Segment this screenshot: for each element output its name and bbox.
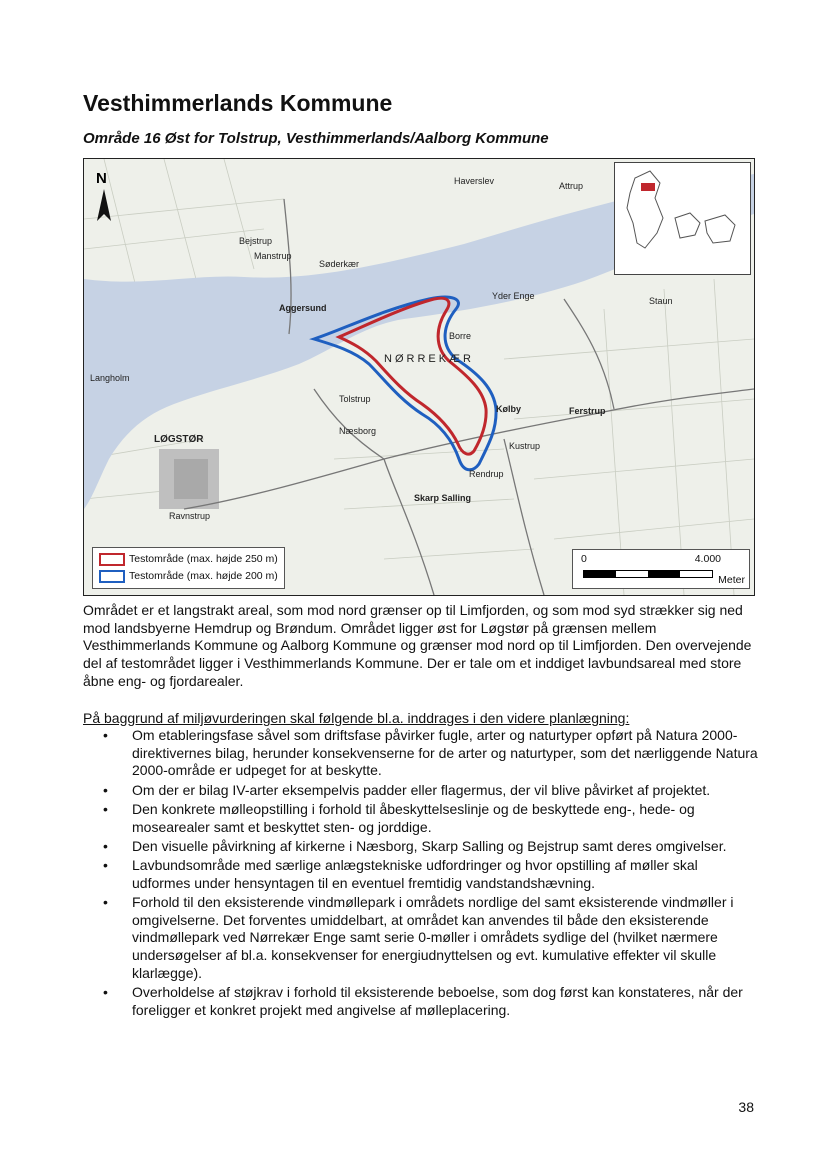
area-map (83, 158, 755, 596)
legend-label-200m: Testområde (max. højde 200 m) (129, 570, 278, 582)
logstor-center (174, 459, 208, 499)
list-item: • Den konkrete mølleopstilling i forhold til åbeskyttelseslinje og de beskyttede eng-, hede- og mosearealer samt et beskyttet sten- og jorddige. (83, 801, 759, 836)
consideration-list (83, 727, 759, 1021)
legend-swatch-blue (99, 570, 125, 583)
label-naesborg: Næsborg (339, 426, 377, 436)
legend-label-250m: Testområde (max. højde 250 m) (129, 553, 278, 565)
scale-max-label: 4.000 (694, 553, 721, 565)
north-label: N (96, 170, 107, 187)
label-soderkaer: Søderkær (319, 259, 360, 269)
scale-min-label: 0 (581, 553, 587, 565)
section-heading: På baggrund af miljøvurderingen skal følgende bl.a. inddrages i den videre planlægning: (83, 710, 630, 726)
label-kustrup: Kustrup (509, 441, 541, 451)
label-staun: Staun (649, 296, 673, 306)
label-bejstrup: Bejstrup (239, 236, 273, 246)
label-tolstrup: Tolstrup (339, 394, 371, 404)
page-subtitle: Område 16 Øst for Tolstrup, Vesthimmerlands/Aalborg Kommune (83, 130, 549, 147)
label-rendrup: Rendrup (469, 469, 504, 479)
label-norrekaer: NØRREKÆR (384, 353, 475, 365)
legend-item-250m (99, 551, 278, 568)
list-item: • Overholdelse af støjkrav i forhold til eksisterende beboelse, som dog først kan konstateres, når der foreligger et konkret projekt med angivelse af mølleplacering. (83, 984, 759, 1019)
label-haverslev: Haverslev (454, 176, 495, 186)
page-title: Vesthimmerlands Kommune (83, 90, 393, 116)
label-logstor: LØGSTØR (154, 434, 204, 445)
scale-unit-label: Meter (718, 574, 745, 586)
map-scale-bar (572, 549, 750, 589)
label-aggersund: Aggersund (279, 303, 327, 313)
label-borre: Borre (449, 331, 472, 341)
label-langholm: Langholm (90, 373, 130, 383)
denmark-overview-inset (614, 162, 751, 275)
label-yder-enge: Yder Enge (492, 291, 535, 301)
legend-swatch-red (99, 553, 125, 566)
area-locator-marker (641, 183, 655, 191)
label-manstrup: Manstrup (254, 251, 292, 261)
label-kolby: Kølby (496, 404, 522, 414)
legend-item-200m (99, 568, 278, 585)
label-ferstrup: Ferstrup (569, 406, 606, 416)
map-legend (92, 547, 285, 589)
scale-bar-graphic (583, 570, 713, 578)
list-item: • Om etableringsfase såvel som driftsfase påvirker fugle, arter og naturtyper opført på Natura 2000-direktivernes bilag, herunder konsekvenserne for de arter og naturtyper, som det nærliggende Natura 2000-område er udpeget for at beskytte. (83, 727, 759, 780)
list-item: • Den visuelle påvirkning af kirkerne i Næsborg, Skarp Salling og Bejstrup samt deres omgivelser. (83, 838, 759, 856)
denmark-outline (615, 163, 748, 272)
intro-paragraph: Området er et langstrakt areal, som mod nord grænser op til Limfjorden, og som mod syd strækker sig ned mod landsbyerne Hemdrup og Brøndum. Området ligger øst for Løgstør på grænsen mellem Vesthimmerlands Kommune og Aalborg Kommune og grænser mod nord op til Limfjorden. Den overvejende del af testområdet ligger i Vesthimmerlands Kommune. Der er tale om et inddiget lavbundsareal med store åbne eng- og fjordarealer. (83, 602, 752, 689)
label-skarp-salling: Skarp Salling (414, 493, 472, 503)
page-number: 38 (738, 1099, 754, 1115)
list-item: • Forhold til den eksisterende vindmøllepark i områdets nordlige del samt eksisterende vindmøller i omgivelserne. Det forventes umiddelbart, at området kan anvendes til både den eksisterende vindmøllepark ved Nørrekær Enge samt serie 0-møller i områdets sydlige del (hvilket nærmere undersøgelser af bl.a. konsekvenser for energiudnyttelsen og evt. kumulative effekter vil skulle klarlægge). (83, 894, 759, 983)
list-item: • Lavbundsområde med særlige anlægstekniske udfordringer og hvor opstilling af møller skal udformes under hensyntagen til en eventuel fremtidig vandstandshævning. (83, 857, 759, 892)
label-ravnstrup: Ravnstrup (169, 511, 211, 521)
label-attrup: Attrup (559, 181, 584, 191)
list-item: • Om der er bilag IV-arter eksempelvis padder eller flagermus, der vil blive påvirket af projektet. (83, 782, 759, 800)
